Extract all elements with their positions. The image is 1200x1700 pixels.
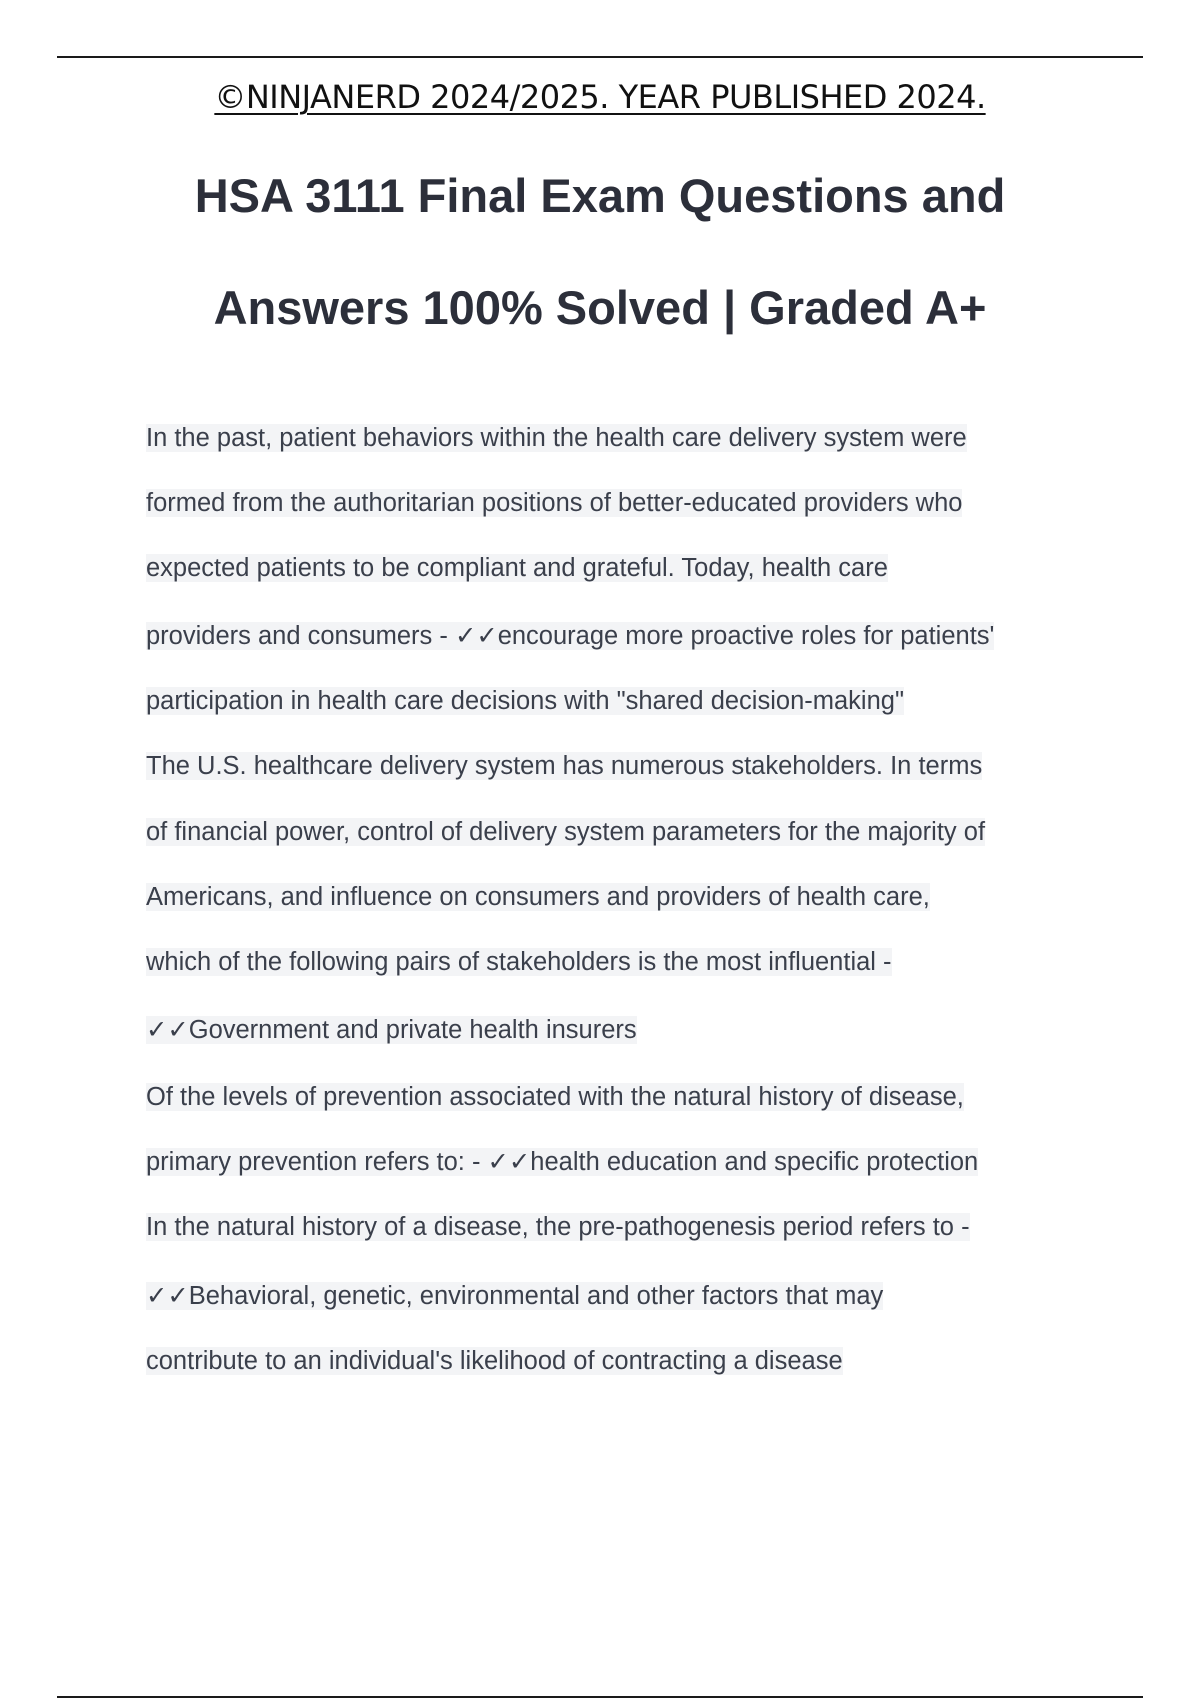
body-line: In the natural history of a disease, the pre-pathogenesis period refers to - xyxy=(146,1213,970,1241)
document-body xyxy=(146,423,1106,1376)
body-line: Americans, and influence on consumers and providers of health care, xyxy=(146,883,930,911)
body-line: formed from the authoritarian positions of better-educated providers who xyxy=(146,489,963,517)
body-line: Of the levels of prevention associated with the natural history of disease, xyxy=(146,1083,964,1111)
bottom-rule xyxy=(57,1696,1143,1698)
title-line-2: Answers 100% Solved | Graded A+ xyxy=(213,281,987,334)
body-line: contribute to an individual's likelihood of contracting a disease xyxy=(146,1347,843,1375)
body-line: participation in health care decisions with "shared decision-making" xyxy=(146,687,905,715)
body-line: In the past, patient behaviors within the health care delivery system were xyxy=(146,424,967,452)
body-line: ✓✓Government and private health insurers xyxy=(146,1016,637,1044)
body-line: ✓✓Behavioral, genetic, environmental and other factors that may xyxy=(146,1282,884,1310)
top-rule xyxy=(57,56,1143,58)
copyright-text: ©NINJANERD 2024/2025. YEAR PUBLISHED 2024. xyxy=(214,78,986,116)
body-line: expected patients to be compliant and grateful. Today, health care xyxy=(146,554,888,582)
body-line: of financial power, control of delivery system parameters for the majority of xyxy=(146,818,986,846)
body-line: which of the following pairs of stakeholders is the most influential - xyxy=(146,948,892,976)
document-title xyxy=(0,140,1200,364)
body-line: The U.S. healthcare delivery system has numerous stakeholders. In terms xyxy=(146,752,983,780)
title-line-1: HSA 3111 Final Exam Questions and xyxy=(194,169,1006,222)
body-line: providers and consumers - ✓✓encourage more proactive roles for patients' xyxy=(146,622,995,650)
body-line: primary prevention refers to: - ✓✓health education and specific protection xyxy=(146,1148,979,1176)
copyright-header xyxy=(0,78,1200,116)
